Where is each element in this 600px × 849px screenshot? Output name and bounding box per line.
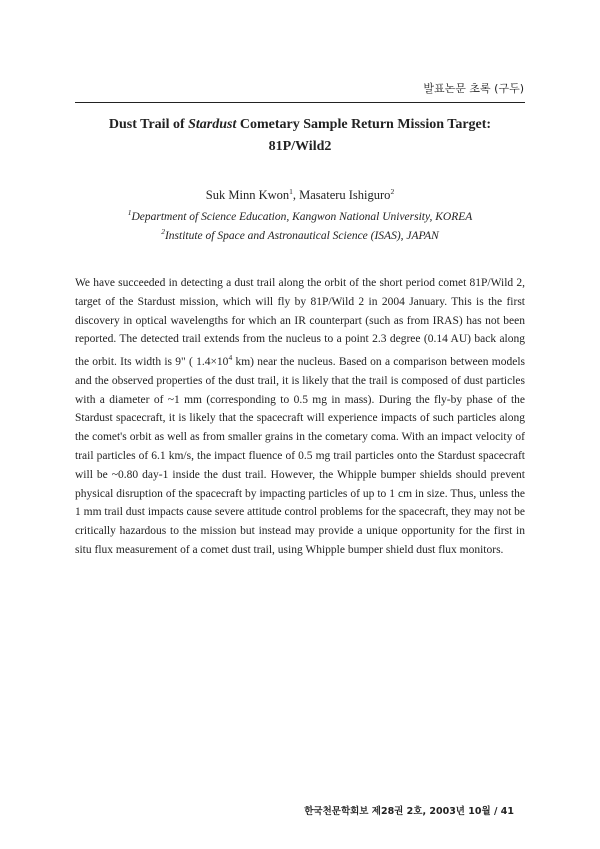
author-separator: , — [292, 188, 300, 203]
title-line-1 — [60, 114, 540, 136]
section-label: 발표논문 초록 (구두) — [423, 82, 524, 95]
title-italic: Stardust — [188, 117, 237, 132]
paper-title — [60, 114, 540, 158]
affiliation — [60, 208, 540, 223]
title-suffix: Cometary Sample Return Mission Target: — [236, 117, 492, 132]
abstract-body — [75, 274, 525, 560]
affiliation-mark: 2 — [161, 227, 165, 236]
header-divider — [75, 102, 525, 103]
abstract-exponent: 4 — [228, 353, 233, 363]
author-name: Masateru Ishiguro — [299, 188, 391, 203]
page-footer: 한국천문학회보 제28권 2호, 2003년 10월 / 41 — [304, 806, 514, 817]
affiliation-text: Department of Science Education, Kangwon National University, KOREA — [131, 210, 473, 223]
abstract-text: km) near the nucleus. Based on a comparison between models and the observed properties of the dust trail, it is likely that the trail is composed of dust particles with a diameter of ~1 mm (corresponding to 0.5 mg in mass). During the fly-by phase of the Stardust spacecraft, it is likely that the spacecraft will experience impacts of such particles along the comet's orbit as well as from smaller grains in the cometary coma. With an impact velocity of trail particles of 6.1 km/s, the impact fluence of 0.5 mg trail particles onto the Stardust spacecraft will be ~0.80 day-1 inside the dust trail. However, the Whipple bumper shields should prevent physical disruption of the spacecraft by impacting particles of up to 1 cm in size. Thus, unless the 1 mm trail dust impacts cause severe attitude control problems for the spacecraft, they may not be critically hazardous to the mission but instead may provide a unique opportunity for the first in situ flux measurement of a comet dust trail, using Whipple bumper shield dust flux monitors. — [75, 356, 525, 556]
affiliation — [60, 227, 540, 242]
author-affiliation-mark: 2 — [390, 187, 395, 196]
title-prefix: Dust Trail of — [108, 117, 189, 132]
affiliation-text: Institute of Space and Astronautical Science (ISAS), JAPAN — [164, 229, 439, 242]
author-list — [60, 187, 540, 203]
title-line-2: 81P/Wild2 — [268, 139, 332, 154]
abstract-text: We have succeeded in detecting a dust trail along the orbit of the short period comet 81P/Wild 2, target of the Stardust mission, which will fly by 81P/Wild 2 in 2004 January. This is the first discovery in optical wavelengths for which an IR counterpart (such as from IRAS) has not been reported. The detected trail extends from the nucleus to a point 2.3 degree (0.14 AU) back along the orbit. Its width is 9" ( 1.4×10 — [75, 277, 525, 369]
author-affiliation-mark: 1 — [289, 187, 293, 196]
author-name: Suk Minn Kwon — [205, 188, 290, 203]
affiliation-mark: 1 — [127, 208, 132, 217]
